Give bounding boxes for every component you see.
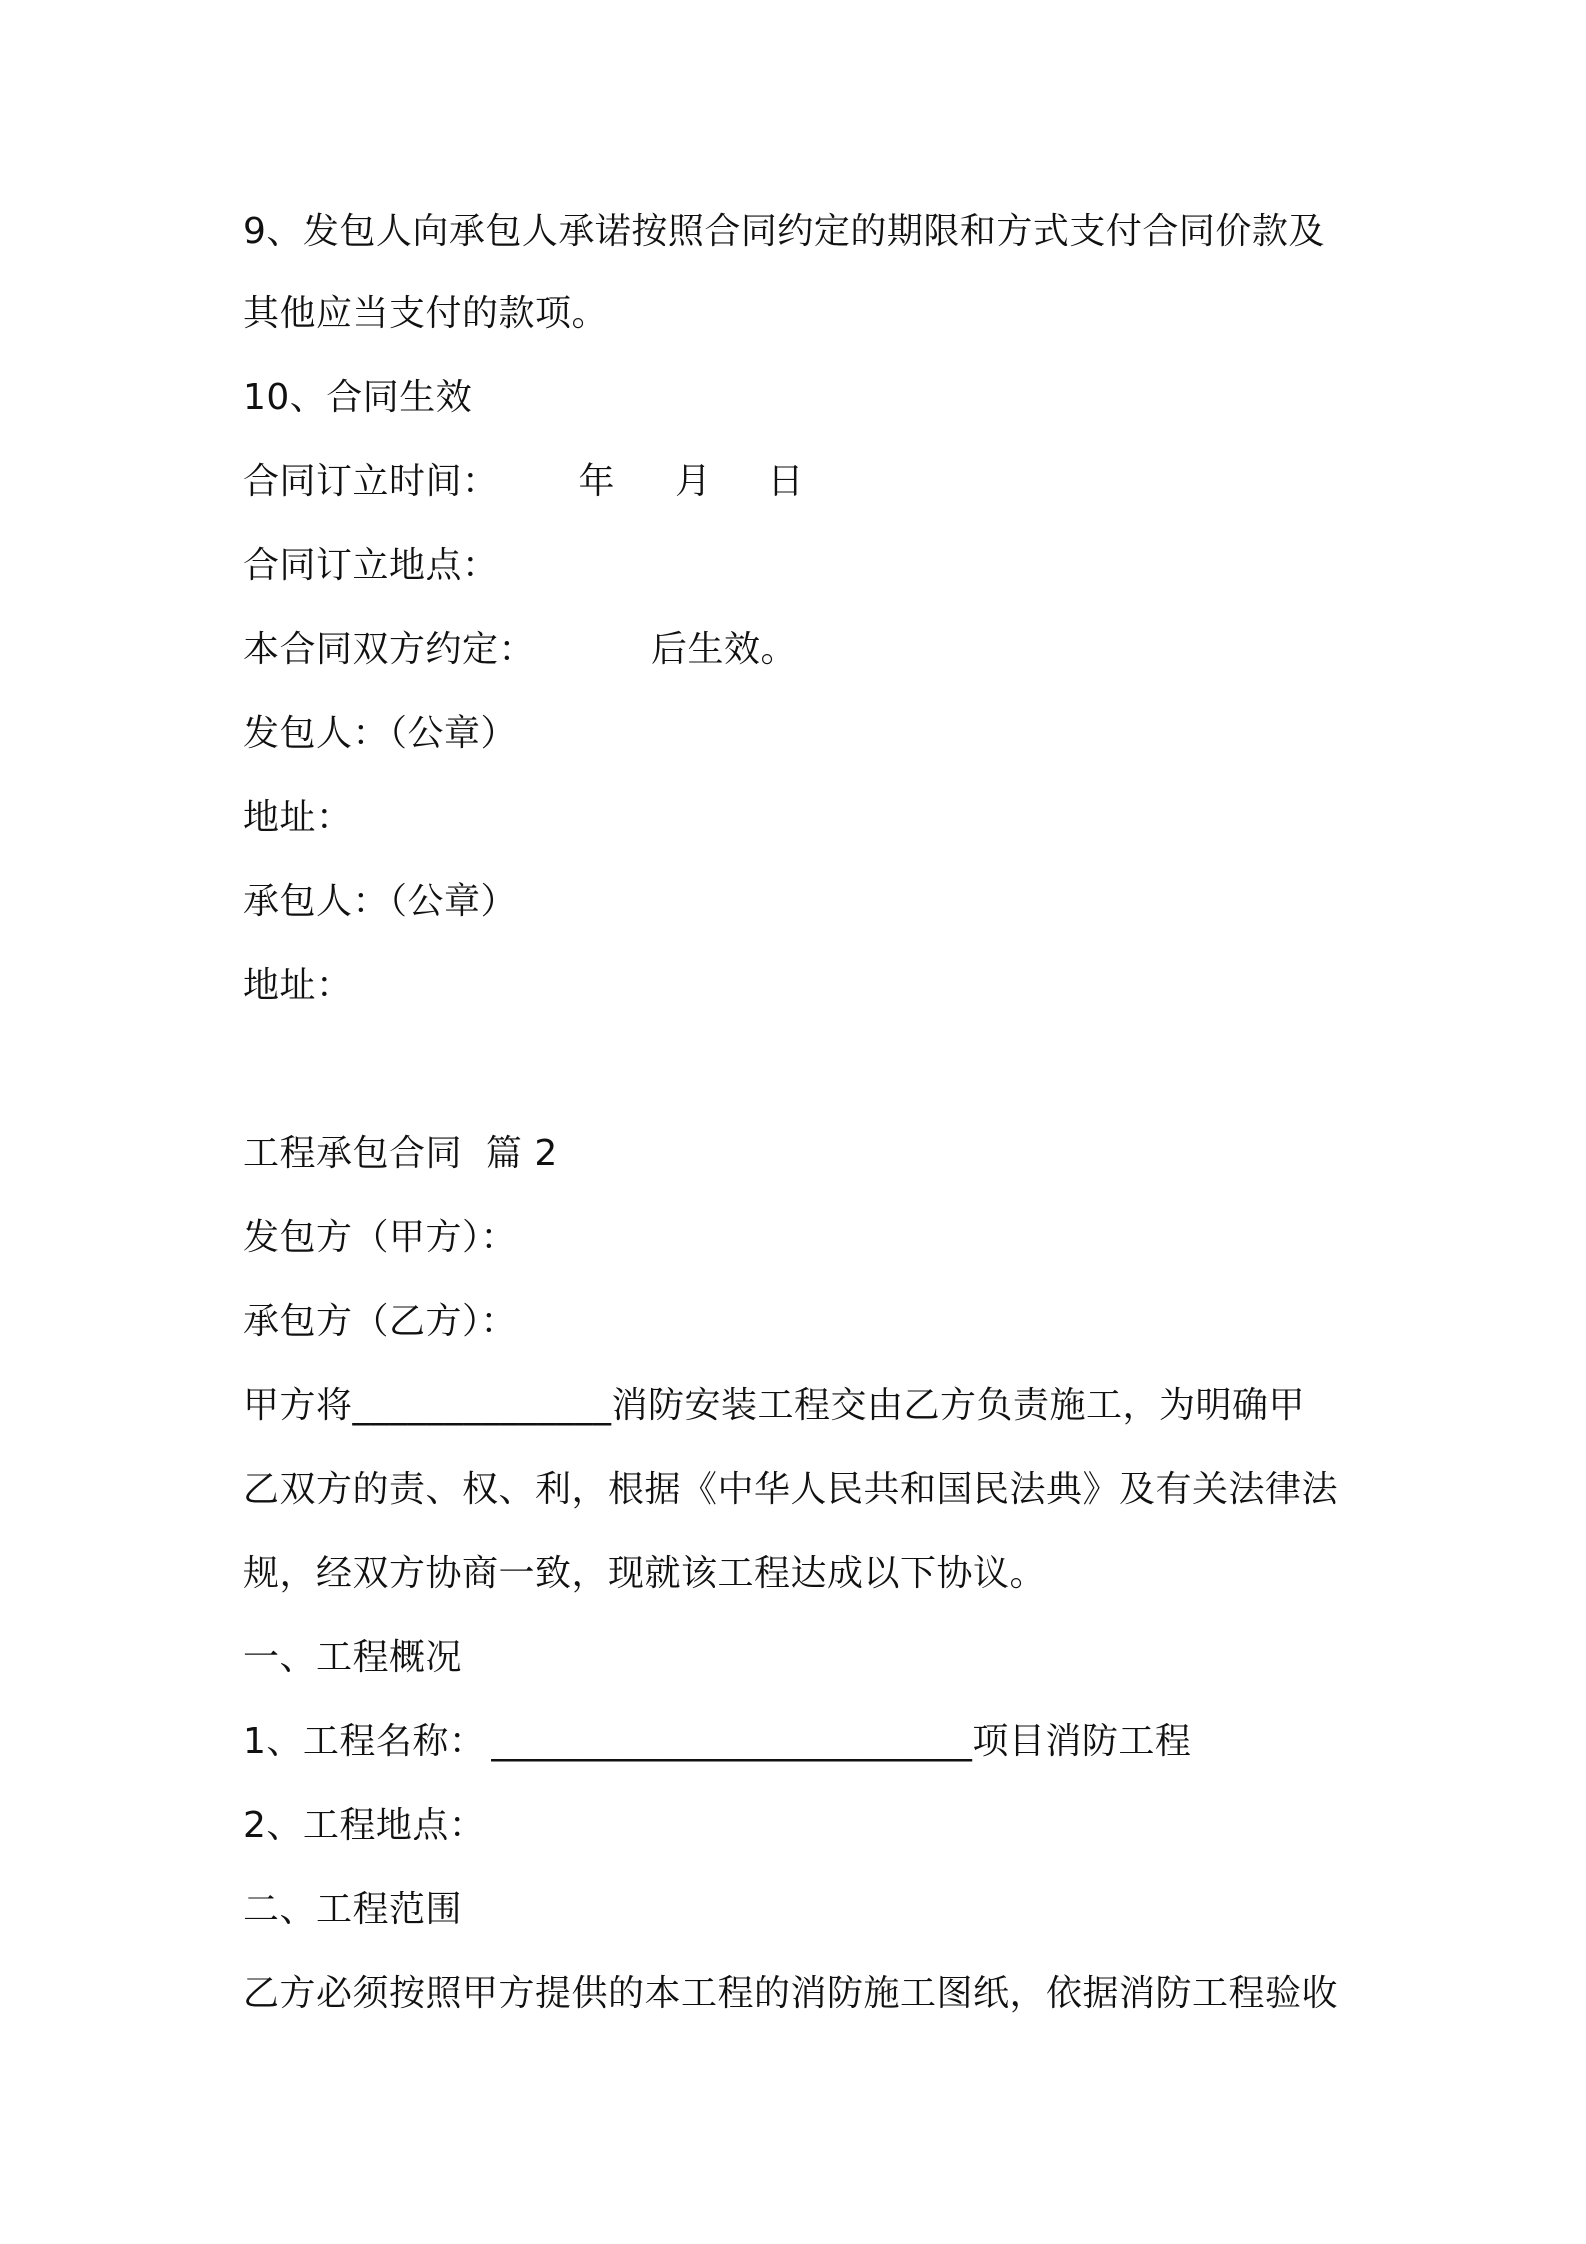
intro-line-2: 乙双方的责、权、利，根据《中华人民共和国民法典》及有关法律法 (243, 1469, 1339, 1510)
project-name-row (243, 1720, 1363, 1764)
project-location-label: 2、工程地点： (243, 1805, 486, 1846)
project-name-label: 1、工程名称： (243, 1721, 486, 1762)
day-unit: 日 (767, 461, 805, 502)
clause-9-line-2: 其他应当支付的款项。 (243, 293, 609, 334)
party-b-label: 承包方（乙方）： (243, 1301, 518, 1342)
scope-heading: 二、工程范围 (243, 1889, 463, 1930)
clause-9-line-1: 9、发包人向承包人承诺按照合同约定的期限和方式支付合同价款及 (243, 211, 1325, 252)
signing-place-label: 合同订立地点： (243, 545, 499, 586)
contractor-seal-label: 承包人：（公章） (243, 881, 518, 922)
employer-address-label: 地址： (243, 797, 353, 838)
intro-line-1 (243, 1384, 1363, 1428)
contractor-address-label: 地址： (243, 965, 353, 1006)
signing-time-row (243, 460, 1363, 504)
effective-agreement-label: 本合同双方约定： (243, 629, 536, 670)
intro-blank: ______________ (352, 1385, 612, 1426)
project-name-suffix: 项目消防工程 (972, 1721, 1192, 1762)
year-unit: 年 (578, 461, 616, 502)
intro-line-1-rest: 消防安装工程交由乙方负责施工，为明确甲 (611, 1385, 1306, 1426)
clause-10-heading: 10、合同生效 (243, 377, 473, 418)
project-name-blank: __________________________ (491, 1721, 973, 1762)
signing-time-label: 合同订立时间： (243, 461, 499, 502)
party-a-label: 发包方（甲方）： (243, 1217, 518, 1258)
effective-agreement-suffix: 后生效。 (651, 629, 798, 670)
intro-prefix: 甲方将 (243, 1385, 353, 1426)
overview-heading: 一、工程概况 (243, 1637, 463, 1678)
employer-seal-label: 发包人：（公章） (243, 713, 518, 754)
section-2-title: 工程承包合同 篇 2 (243, 1133, 558, 1174)
intro-line-3: 规，经双方协商一致，现就该工程达成以下协议。 (243, 1553, 1047, 1594)
month-unit: 月 (675, 461, 712, 502)
effective-agreement-row (243, 628, 1363, 672)
scope-line-1: 乙方必须按照甲方提供的本工程的消防施工图纸，依据消防工程验收 (243, 1973, 1339, 2014)
